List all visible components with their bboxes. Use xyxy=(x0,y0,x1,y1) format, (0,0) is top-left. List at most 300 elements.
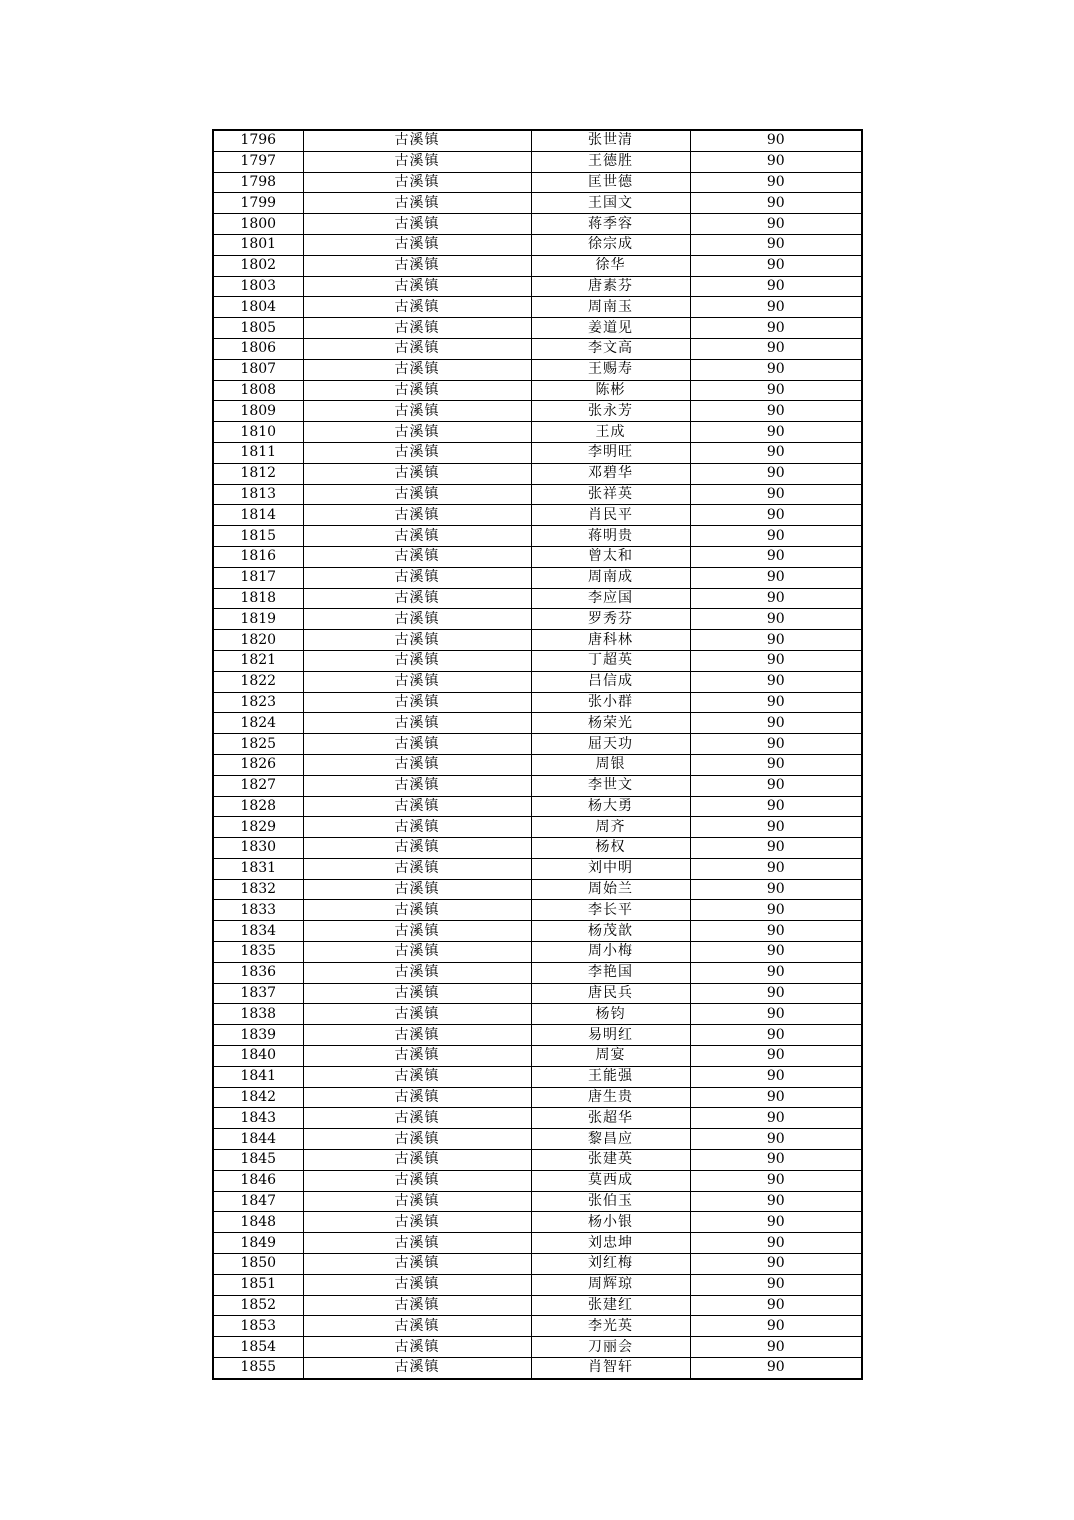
table-row xyxy=(213,921,862,942)
town-cell: 古溪镇 xyxy=(303,713,531,734)
name-cell: 张世清 xyxy=(531,130,690,151)
name-cell: 周齐 xyxy=(531,817,690,838)
town-cell: 古溪镇 xyxy=(303,255,531,276)
table-row xyxy=(213,380,862,401)
town-cell: 古溪镇 xyxy=(303,318,531,339)
value-cell: 90 xyxy=(690,1212,862,1233)
serial-number-cell: 1832 xyxy=(213,879,303,900)
serial-number-cell: 1809 xyxy=(213,401,303,422)
name-cell: 蒋季容 xyxy=(531,214,690,235)
name-cell: 刘红梅 xyxy=(531,1254,690,1275)
town-cell: 古溪镇 xyxy=(303,775,531,796)
value-cell: 90 xyxy=(690,900,862,921)
serial-number-cell: 1819 xyxy=(213,609,303,630)
value-cell: 90 xyxy=(690,276,862,297)
table-row xyxy=(213,526,862,547)
table-row xyxy=(213,463,862,484)
table-row xyxy=(213,1046,862,1067)
serial-number-cell: 1835 xyxy=(213,942,303,963)
serial-number-cell: 1847 xyxy=(213,1191,303,1212)
serial-number-cell: 1823 xyxy=(213,692,303,713)
serial-number-cell: 1844 xyxy=(213,1129,303,1150)
value-cell: 90 xyxy=(690,588,862,609)
table-row xyxy=(213,713,862,734)
name-cell: 刘中明 xyxy=(531,858,690,879)
table-row xyxy=(213,1087,862,1108)
value-cell: 90 xyxy=(690,734,862,755)
table-row xyxy=(213,588,862,609)
town-cell: 古溪镇 xyxy=(303,962,531,983)
town-cell: 古溪镇 xyxy=(303,130,531,151)
serial-number-cell: 1850 xyxy=(213,1254,303,1275)
name-cell: 蒋明贵 xyxy=(531,526,690,547)
value-cell: 90 xyxy=(690,817,862,838)
name-cell: 曾太和 xyxy=(531,546,690,567)
town-cell: 古溪镇 xyxy=(303,214,531,235)
town-cell: 古溪镇 xyxy=(303,942,531,963)
town-cell: 古溪镇 xyxy=(303,921,531,942)
name-cell: 李艳国 xyxy=(531,962,690,983)
name-cell: 徐宗成 xyxy=(531,234,690,255)
town-cell: 古溪镇 xyxy=(303,588,531,609)
table-row xyxy=(213,1108,862,1129)
table-row xyxy=(213,442,862,463)
table-row xyxy=(213,546,862,567)
table-row xyxy=(213,879,862,900)
name-cell: 罗秀芬 xyxy=(531,609,690,630)
serial-number-cell: 1820 xyxy=(213,630,303,651)
value-cell: 90 xyxy=(690,775,862,796)
town-cell: 古溪镇 xyxy=(303,609,531,630)
name-cell: 肖智轩 xyxy=(531,1358,690,1379)
value-cell: 90 xyxy=(690,546,862,567)
serial-number-cell: 1811 xyxy=(213,442,303,463)
value-cell: 90 xyxy=(690,838,862,859)
serial-number-cell: 1854 xyxy=(213,1337,303,1358)
value-cell: 90 xyxy=(690,193,862,214)
serial-number-cell: 1801 xyxy=(213,234,303,255)
value-cell: 90 xyxy=(690,172,862,193)
name-cell: 王能强 xyxy=(531,1066,690,1087)
serial-number-cell: 1824 xyxy=(213,713,303,734)
town-cell: 古溪镇 xyxy=(303,526,531,547)
value-cell: 90 xyxy=(690,526,862,547)
name-cell: 李明旺 xyxy=(531,442,690,463)
name-cell: 杨荣光 xyxy=(531,713,690,734)
serial-number-cell: 1853 xyxy=(213,1316,303,1337)
name-cell: 周始兰 xyxy=(531,879,690,900)
town-cell: 古溪镇 xyxy=(303,879,531,900)
table-row xyxy=(213,796,862,817)
table-row xyxy=(213,484,862,505)
name-cell: 张永芳 xyxy=(531,401,690,422)
table-row xyxy=(213,1316,862,1337)
town-cell: 古溪镇 xyxy=(303,1212,531,1233)
table-row xyxy=(213,900,862,921)
table-row xyxy=(213,234,862,255)
name-cell: 杨小银 xyxy=(531,1212,690,1233)
serial-number-cell: 1806 xyxy=(213,338,303,359)
table-row xyxy=(213,942,862,963)
serial-number-cell: 1813 xyxy=(213,484,303,505)
value-cell: 90 xyxy=(690,255,862,276)
name-cell: 屈天功 xyxy=(531,734,690,755)
table-row xyxy=(213,754,862,775)
value-cell: 90 xyxy=(690,630,862,651)
table-row xyxy=(213,151,862,172)
serial-number-cell: 1831 xyxy=(213,858,303,879)
serial-number-cell: 1822 xyxy=(213,671,303,692)
value-cell: 90 xyxy=(690,1295,862,1316)
name-cell: 莫西成 xyxy=(531,1170,690,1191)
name-cell: 张超华 xyxy=(531,1108,690,1129)
town-cell: 古溪镇 xyxy=(303,838,531,859)
serial-number-cell: 1843 xyxy=(213,1108,303,1129)
town-cell: 古溪镇 xyxy=(303,1170,531,1191)
value-cell: 90 xyxy=(690,442,862,463)
value-cell: 90 xyxy=(690,921,862,942)
town-cell: 古溪镇 xyxy=(303,276,531,297)
value-cell: 90 xyxy=(690,1274,862,1295)
table-row xyxy=(213,692,862,713)
town-cell: 古溪镇 xyxy=(303,380,531,401)
name-cell: 姜道见 xyxy=(531,318,690,339)
town-cell: 古溪镇 xyxy=(303,172,531,193)
name-cell: 周宴 xyxy=(531,1046,690,1067)
town-cell: 古溪镇 xyxy=(303,422,531,443)
table-row xyxy=(213,318,862,339)
name-cell: 唐生贵 xyxy=(531,1087,690,1108)
value-cell: 90 xyxy=(690,234,862,255)
value-cell: 90 xyxy=(690,380,862,401)
town-cell: 古溪镇 xyxy=(303,650,531,671)
name-cell: 陈彬 xyxy=(531,380,690,401)
name-cell: 杨大勇 xyxy=(531,796,690,817)
value-cell: 90 xyxy=(690,1191,862,1212)
value-cell: 90 xyxy=(690,130,862,151)
name-cell: 唐民兵 xyxy=(531,983,690,1004)
town-cell: 古溪镇 xyxy=(303,151,531,172)
serial-number-cell: 1827 xyxy=(213,775,303,796)
town-cell: 古溪镇 xyxy=(303,1066,531,1087)
name-cell: 周南成 xyxy=(531,567,690,588)
table-row xyxy=(213,1129,862,1150)
roster-table-body xyxy=(213,130,862,1379)
serial-number-cell: 1840 xyxy=(213,1046,303,1067)
value-cell: 90 xyxy=(690,713,862,734)
serial-number-cell: 1846 xyxy=(213,1170,303,1191)
table-row xyxy=(213,401,862,422)
serial-number-cell: 1833 xyxy=(213,900,303,921)
serial-number-cell: 1855 xyxy=(213,1358,303,1379)
town-cell: 古溪镇 xyxy=(303,692,531,713)
serial-number-cell: 1797 xyxy=(213,151,303,172)
name-cell: 易明红 xyxy=(531,1025,690,1046)
name-cell: 张小群 xyxy=(531,692,690,713)
serial-number-cell: 1825 xyxy=(213,734,303,755)
town-cell: 古溪镇 xyxy=(303,1295,531,1316)
table-row xyxy=(213,858,862,879)
value-cell: 90 xyxy=(690,1337,862,1358)
value-cell: 90 xyxy=(690,401,862,422)
value-cell: 90 xyxy=(690,1108,862,1129)
table-row xyxy=(213,338,862,359)
town-cell: 古溪镇 xyxy=(303,630,531,651)
value-cell: 90 xyxy=(690,1129,862,1150)
serial-number-cell: 1836 xyxy=(213,962,303,983)
town-cell: 古溪镇 xyxy=(303,1004,531,1025)
serial-number-cell: 1829 xyxy=(213,817,303,838)
table-row xyxy=(213,1295,862,1316)
serial-number-cell: 1834 xyxy=(213,921,303,942)
table-row xyxy=(213,1004,862,1025)
name-cell: 李文高 xyxy=(531,338,690,359)
value-cell: 90 xyxy=(690,609,862,630)
name-cell: 徐华 xyxy=(531,255,690,276)
value-cell: 90 xyxy=(690,1316,862,1337)
serial-number-cell: 1851 xyxy=(213,1274,303,1295)
town-cell: 古溪镇 xyxy=(303,983,531,1004)
table-row xyxy=(213,838,862,859)
value-cell: 90 xyxy=(690,1170,862,1191)
town-cell: 古溪镇 xyxy=(303,1316,531,1337)
name-cell: 张建红 xyxy=(531,1295,690,1316)
name-cell: 丁超英 xyxy=(531,650,690,671)
town-cell: 古溪镇 xyxy=(303,338,531,359)
serial-number-cell: 1807 xyxy=(213,359,303,380)
serial-number-cell: 1798 xyxy=(213,172,303,193)
table-row xyxy=(213,1274,862,1295)
table-row xyxy=(213,297,862,318)
table-row xyxy=(213,505,862,526)
table-row xyxy=(213,1025,862,1046)
serial-number-cell: 1808 xyxy=(213,380,303,401)
value-cell: 90 xyxy=(690,1004,862,1025)
name-cell: 吕信成 xyxy=(531,671,690,692)
town-cell: 古溪镇 xyxy=(303,442,531,463)
serial-number-cell: 1812 xyxy=(213,463,303,484)
serial-number-cell: 1852 xyxy=(213,1295,303,1316)
value-cell: 90 xyxy=(690,1066,862,1087)
serial-number-cell: 1849 xyxy=(213,1233,303,1254)
name-cell: 唐素芬 xyxy=(531,276,690,297)
town-cell: 古溪镇 xyxy=(303,817,531,838)
table-row xyxy=(213,359,862,380)
name-cell: 李长平 xyxy=(531,900,690,921)
table-row xyxy=(213,609,862,630)
name-cell: 唐科林 xyxy=(531,630,690,651)
value-cell: 90 xyxy=(690,1254,862,1275)
value-cell: 90 xyxy=(690,422,862,443)
town-cell: 古溪镇 xyxy=(303,1233,531,1254)
name-cell: 杨权 xyxy=(531,838,690,859)
value-cell: 90 xyxy=(690,484,862,505)
value-cell: 90 xyxy=(690,942,862,963)
serial-number-cell: 1821 xyxy=(213,650,303,671)
value-cell: 90 xyxy=(690,1025,862,1046)
name-cell: 周小梅 xyxy=(531,942,690,963)
value-cell: 90 xyxy=(690,650,862,671)
value-cell: 90 xyxy=(690,1233,862,1254)
serial-number-cell: 1804 xyxy=(213,297,303,318)
serial-number-cell: 1828 xyxy=(213,796,303,817)
name-cell: 杨茂歆 xyxy=(531,921,690,942)
town-cell: 古溪镇 xyxy=(303,401,531,422)
value-cell: 90 xyxy=(690,879,862,900)
value-cell: 90 xyxy=(690,796,862,817)
serial-number-cell: 1815 xyxy=(213,526,303,547)
town-cell: 古溪镇 xyxy=(303,900,531,921)
table-row xyxy=(213,1066,862,1087)
town-cell: 古溪镇 xyxy=(303,1108,531,1129)
value-cell: 90 xyxy=(690,567,862,588)
serial-number-cell: 1845 xyxy=(213,1150,303,1171)
serial-number-cell: 1830 xyxy=(213,838,303,859)
name-cell: 邓碧华 xyxy=(531,463,690,484)
table-row xyxy=(213,817,862,838)
value-cell: 90 xyxy=(690,505,862,526)
table-row xyxy=(213,422,862,443)
town-cell: 古溪镇 xyxy=(303,546,531,567)
town-cell: 古溪镇 xyxy=(303,359,531,380)
value-cell: 90 xyxy=(690,1358,862,1379)
serial-number-cell: 1816 xyxy=(213,546,303,567)
town-cell: 古溪镇 xyxy=(303,1337,531,1358)
serial-number-cell: 1837 xyxy=(213,983,303,1004)
name-cell: 李世文 xyxy=(531,775,690,796)
value-cell: 90 xyxy=(690,151,862,172)
name-cell: 杨钧 xyxy=(531,1004,690,1025)
value-cell: 90 xyxy=(690,692,862,713)
value-cell: 90 xyxy=(690,671,862,692)
serial-number-cell: 1799 xyxy=(213,193,303,214)
serial-number-cell: 1826 xyxy=(213,754,303,775)
table-row xyxy=(213,1212,862,1233)
table-row xyxy=(213,650,862,671)
town-cell: 古溪镇 xyxy=(303,858,531,879)
town-cell: 古溪镇 xyxy=(303,1129,531,1150)
roster-table xyxy=(212,129,863,1380)
table-row xyxy=(213,1233,862,1254)
serial-number-cell: 1818 xyxy=(213,588,303,609)
serial-number-cell: 1810 xyxy=(213,422,303,443)
value-cell: 90 xyxy=(690,754,862,775)
serial-number-cell: 1800 xyxy=(213,214,303,235)
town-cell: 古溪镇 xyxy=(303,1358,531,1379)
town-cell: 古溪镇 xyxy=(303,671,531,692)
town-cell: 古溪镇 xyxy=(303,1254,531,1275)
table-row xyxy=(213,1254,862,1275)
table-row xyxy=(213,193,862,214)
table-row xyxy=(213,1170,862,1191)
table-row xyxy=(213,775,862,796)
value-cell: 90 xyxy=(690,297,862,318)
serial-number-cell: 1814 xyxy=(213,505,303,526)
town-cell: 古溪镇 xyxy=(303,1274,531,1295)
town-cell: 古溪镇 xyxy=(303,463,531,484)
name-cell: 张建英 xyxy=(531,1150,690,1171)
table-row xyxy=(213,1191,862,1212)
value-cell: 90 xyxy=(690,214,862,235)
table-row xyxy=(213,172,862,193)
name-cell: 刀丽会 xyxy=(531,1337,690,1358)
serial-number-cell: 1839 xyxy=(213,1025,303,1046)
name-cell: 张伯玉 xyxy=(531,1191,690,1212)
table-row xyxy=(213,1150,862,1171)
value-cell: 90 xyxy=(690,858,862,879)
table-row xyxy=(213,671,862,692)
table-row xyxy=(213,734,862,755)
table-row xyxy=(213,276,862,297)
serial-number-cell: 1796 xyxy=(213,130,303,151)
serial-number-cell: 1841 xyxy=(213,1066,303,1087)
name-cell: 王德胜 xyxy=(531,151,690,172)
name-cell: 匡世德 xyxy=(531,172,690,193)
town-cell: 古溪镇 xyxy=(303,1150,531,1171)
name-cell: 周银 xyxy=(531,754,690,775)
name-cell: 王赐寿 xyxy=(531,359,690,380)
table-row xyxy=(213,630,862,651)
table-row xyxy=(213,567,862,588)
name-cell: 王成 xyxy=(531,422,690,443)
serial-number-cell: 1805 xyxy=(213,318,303,339)
table-row xyxy=(213,214,862,235)
name-cell: 张祥英 xyxy=(531,484,690,505)
town-cell: 古溪镇 xyxy=(303,796,531,817)
value-cell: 90 xyxy=(690,1087,862,1108)
name-cell: 李光英 xyxy=(531,1316,690,1337)
town-cell: 古溪镇 xyxy=(303,1191,531,1212)
town-cell: 古溪镇 xyxy=(303,297,531,318)
name-cell: 周辉琼 xyxy=(531,1274,690,1295)
town-cell: 古溪镇 xyxy=(303,1025,531,1046)
serial-number-cell: 1817 xyxy=(213,567,303,588)
table-row xyxy=(213,130,862,151)
name-cell: 黎昌应 xyxy=(531,1129,690,1150)
value-cell: 90 xyxy=(690,318,862,339)
name-cell: 王国文 xyxy=(531,193,690,214)
value-cell: 90 xyxy=(690,1150,862,1171)
value-cell: 90 xyxy=(690,962,862,983)
serial-number-cell: 1842 xyxy=(213,1087,303,1108)
value-cell: 90 xyxy=(690,983,862,1004)
town-cell: 古溪镇 xyxy=(303,484,531,505)
town-cell: 古溪镇 xyxy=(303,567,531,588)
table-row xyxy=(213,1337,862,1358)
town-cell: 古溪镇 xyxy=(303,505,531,526)
name-cell: 肖民平 xyxy=(531,505,690,526)
table-row xyxy=(213,962,862,983)
town-cell: 古溪镇 xyxy=(303,193,531,214)
value-cell: 90 xyxy=(690,463,862,484)
value-cell: 90 xyxy=(690,359,862,380)
name-cell: 刘忠坤 xyxy=(531,1233,690,1254)
table-row xyxy=(213,983,862,1004)
table-row xyxy=(213,1358,862,1379)
town-cell: 古溪镇 xyxy=(303,1087,531,1108)
serial-number-cell: 1802 xyxy=(213,255,303,276)
town-cell: 古溪镇 xyxy=(303,234,531,255)
name-cell: 周南玉 xyxy=(531,297,690,318)
town-cell: 古溪镇 xyxy=(303,754,531,775)
serial-number-cell: 1803 xyxy=(213,276,303,297)
serial-number-cell: 1848 xyxy=(213,1212,303,1233)
value-cell: 90 xyxy=(690,338,862,359)
name-cell: 李应国 xyxy=(531,588,690,609)
town-cell: 古溪镇 xyxy=(303,734,531,755)
serial-number-cell: 1838 xyxy=(213,1004,303,1025)
town-cell: 古溪镇 xyxy=(303,1046,531,1067)
